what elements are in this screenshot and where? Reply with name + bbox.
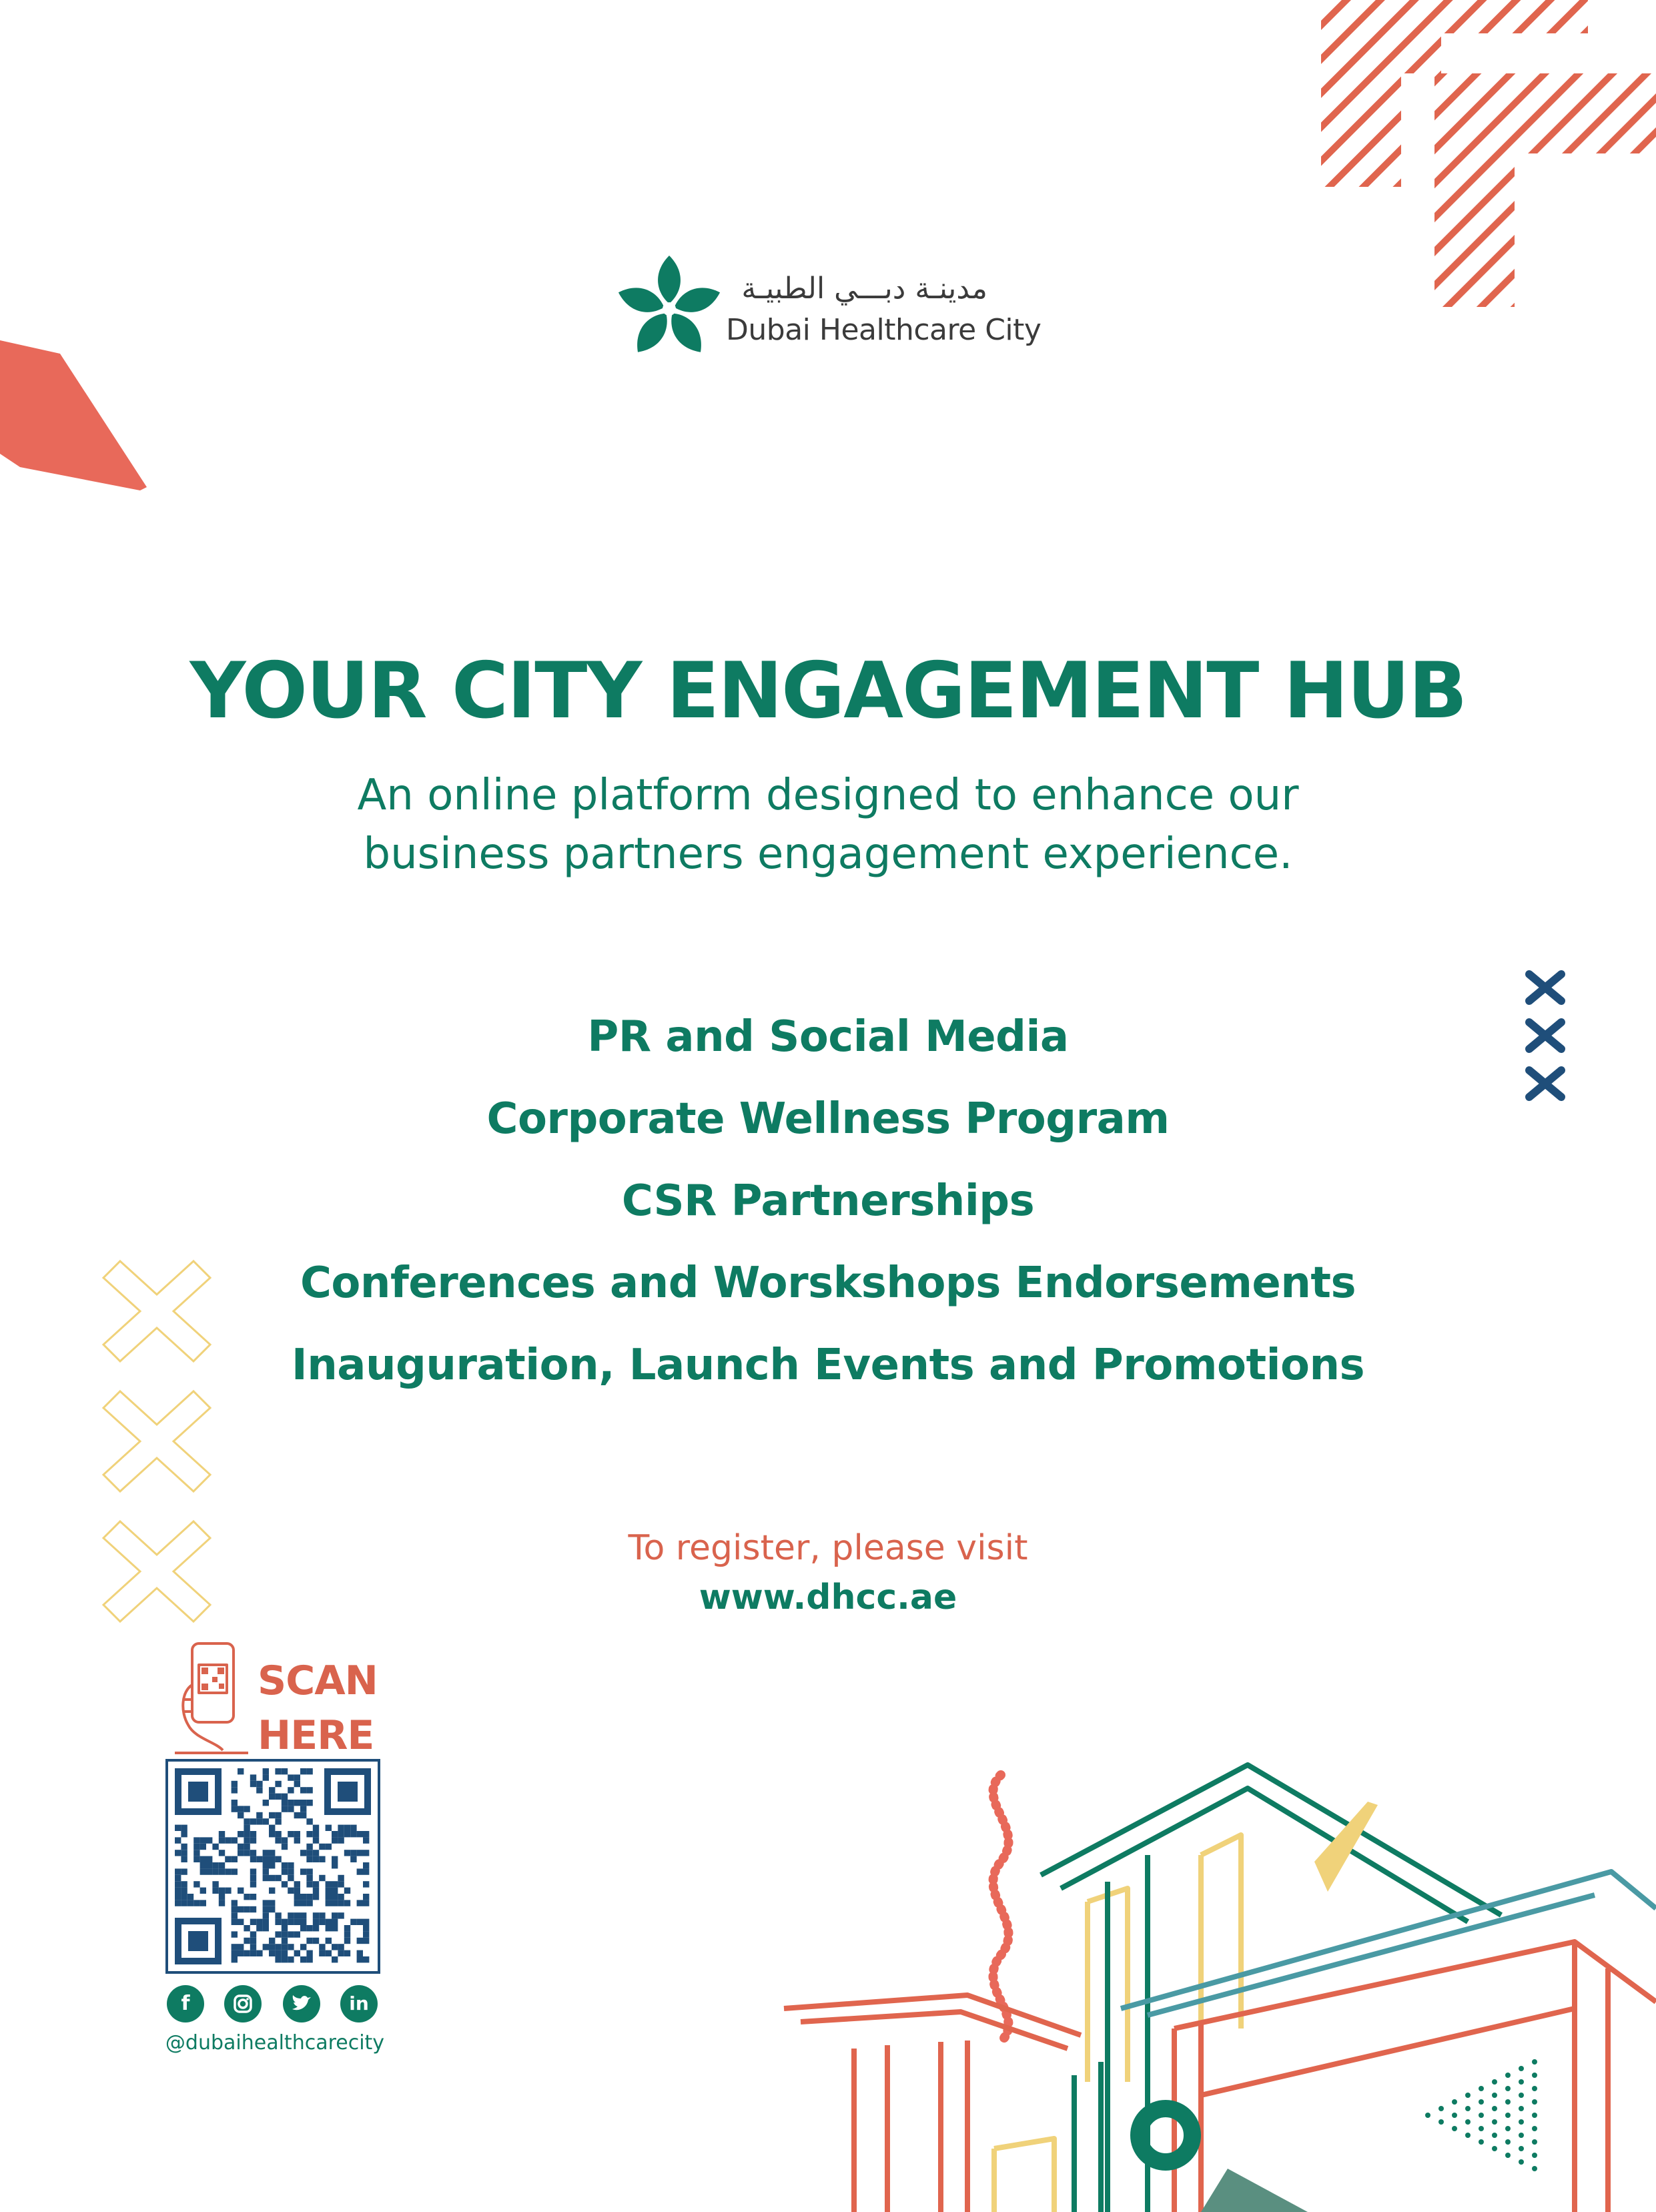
twitter-icon[interactable] xyxy=(283,1985,320,2022)
star-flower-logo-icon xyxy=(612,250,726,364)
corner-stripes-decoration xyxy=(1308,0,1656,314)
phone-scan-icon xyxy=(175,1638,262,1755)
scan-line-2: HERE xyxy=(258,1712,374,1759)
page-title: YOUR CITY ENGAGEMENT HUB xyxy=(189,646,1467,736)
qr-code-image xyxy=(168,1762,378,1971)
feature-item: Corporate Wellness Program xyxy=(486,1094,1170,1144)
subtitle-line-1: An online platform designed to enhance our xyxy=(357,771,1299,820)
subtitle-line-2: business partners engagement experience. xyxy=(363,829,1293,879)
feature-item: Conferences and Worskshops Endorsements xyxy=(300,1258,1356,1308)
social-icons xyxy=(165,1985,386,2025)
scan-here-label xyxy=(258,1653,378,1763)
subtitle xyxy=(0,766,1656,883)
register-link[interactable]: www.dhcc.ae xyxy=(699,1577,957,1617)
scan-line-1: SCAN xyxy=(258,1657,378,1704)
social-handle[interactable]: @dubaihealthcarecity xyxy=(165,2031,385,2055)
facebook-icon[interactable]: f xyxy=(167,1985,204,2022)
feature-list xyxy=(0,1008,1656,1418)
register-label: To register, please visit xyxy=(628,1528,1028,1568)
feature-item: Inauguration, Launch Events and Promotions xyxy=(291,1341,1365,1390)
linkedin-icon[interactable]: in xyxy=(340,1985,378,2022)
qr-code[interactable] xyxy=(165,1759,380,1974)
feature-item: CSR Partnerships xyxy=(621,1176,1035,1226)
logo-arabic-name: مدينـة دبـــي الطبيـة xyxy=(741,272,987,306)
red-parallelogram-decoration xyxy=(0,334,153,494)
instagram-icon[interactable] xyxy=(224,1985,262,2022)
dhcc-logo xyxy=(612,250,1053,370)
logo-english-name: Dubai Healthcare City xyxy=(726,313,1042,347)
building-illustration xyxy=(774,1748,1656,2212)
feature-item: PR and Social Media xyxy=(587,1012,1069,1062)
